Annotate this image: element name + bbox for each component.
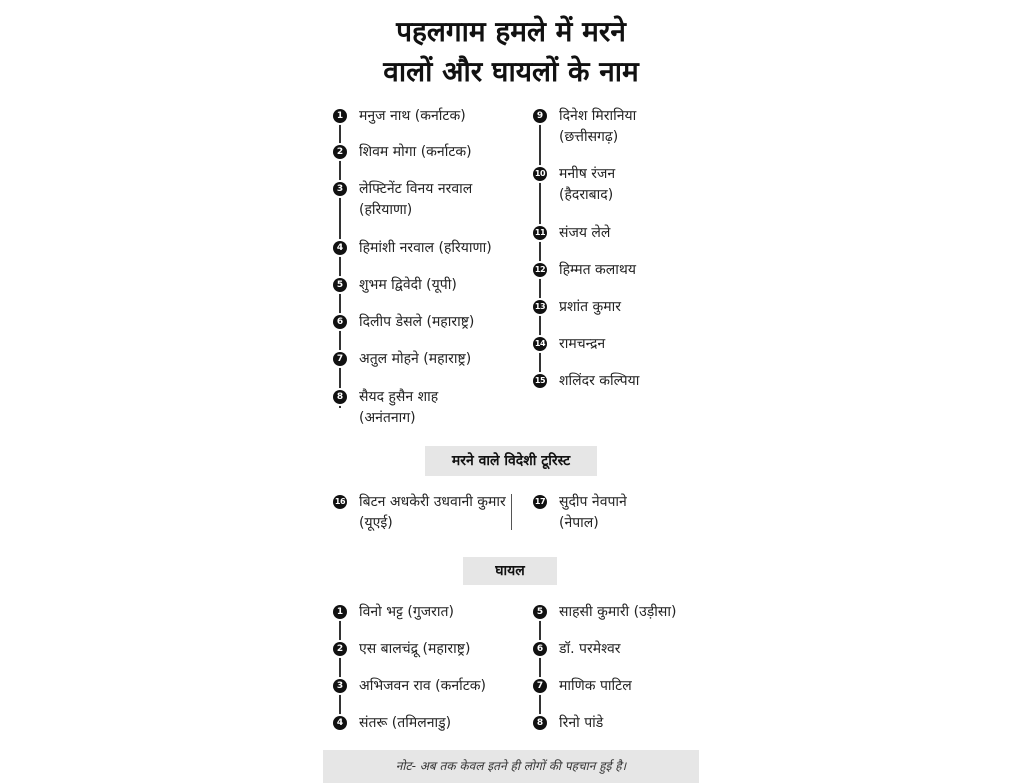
number-badge: 1 — [333, 109, 347, 123]
number-badge: 3 — [333, 182, 347, 196]
number-badge: 10 — [533, 167, 547, 181]
person-name: सुदीप नेवपाने (नेपाल) — [559, 494, 627, 531]
person-name: लेफ्टिनेंट विनय नरवाल (हरियाणा) — [359, 181, 473, 218]
infographic — [323, 8, 699, 783]
person-name: मनुज नाथ (कर्नाटक) — [359, 108, 466, 124]
number-badge: 7 — [333, 352, 347, 366]
person-name: दिलीप डेसले (महाराष्ट्र) — [359, 314, 475, 330]
list-item — [333, 142, 523, 163]
timeline-rail — [339, 614, 341, 726]
person-name: डॉ. परमेश्वर — [559, 641, 621, 657]
list-item — [533, 297, 683, 318]
list-item — [333, 349, 523, 370]
number-badge: 11 — [533, 226, 547, 240]
injured-heading: घायल — [463, 557, 557, 585]
number-badge: 7 — [533, 679, 547, 693]
person-name: शिवम मोगा (कर्नाटक) — [359, 144, 472, 160]
person-name: संतरू (तमिलनाडु) — [359, 715, 452, 731]
list-item — [533, 713, 699, 734]
list-item — [533, 371, 693, 392]
number-badge: 2 — [333, 642, 347, 656]
injured-list-left — [333, 600, 533, 740]
person-name: संजय लेले — [559, 225, 611, 241]
person-name: साहसी कुमारी (उड़ीसा) — [559, 604, 677, 620]
number-badge: 15 — [533, 374, 547, 388]
person-name: एस बालचंद्रू (महाराष्ट्र) — [359, 641, 471, 657]
foreign-tourists-heading: मरने वाले विदेशी टूरिस्ट — [425, 446, 597, 476]
deceased-list-right — [533, 104, 699, 404]
person-name: अभिजवन राव (कर्नाटक) — [359, 678, 487, 694]
list-item — [533, 260, 683, 281]
number-badge: 1 — [333, 605, 347, 619]
footnote: नोट- अब तक केवल इतने ही लोगों की पहचान हुई है। — [323, 750, 699, 783]
number-badge: 14 — [533, 337, 547, 351]
number-badge: 2 — [333, 145, 347, 159]
list-item — [533, 106, 683, 148]
injured-list-right — [533, 600, 699, 740]
list-item — [333, 713, 528, 734]
column-divider — [511, 494, 512, 530]
person-name: माणिक पाटिल — [559, 678, 632, 694]
list-item — [333, 639, 528, 660]
person-name: शुभम द्विवेदी (यूपी) — [359, 277, 457, 293]
list-item — [333, 492, 511, 534]
list-item — [333, 238, 523, 259]
deceased-list-left — [333, 104, 533, 444]
person-name: हिमांशी नरवाल (हरियाणा) — [359, 240, 492, 256]
list-item — [333, 387, 463, 429]
person-name: विनो भट्ट (गुजरात) — [359, 604, 454, 620]
title-line-1: पहलगाम हमले में मरने — [396, 15, 626, 48]
number-badge: 5 — [533, 605, 547, 619]
number-badge: 4 — [333, 716, 347, 730]
number-badge: 4 — [333, 241, 347, 255]
person-name: रिनो पांडे — [559, 715, 604, 731]
number-badge: 5 — [333, 278, 347, 292]
list-item — [333, 602, 528, 623]
list-item — [533, 639, 699, 660]
number-badge: 9 — [533, 109, 547, 123]
number-badge: 8 — [533, 716, 547, 730]
list-item — [533, 223, 683, 244]
timeline-rail — [539, 614, 541, 726]
list-item — [533, 676, 699, 697]
list-item — [333, 106, 523, 127]
list-item — [533, 334, 683, 355]
person-name: प्रशांत कुमार — [559, 299, 622, 315]
list-item — [533, 492, 643, 534]
page-title — [323, 8, 699, 92]
person-name: दिनेश मिरानिया (छत्तीसगढ़) — [559, 108, 637, 145]
person-name: रामचन्द्रन — [559, 336, 606, 352]
list-item — [333, 312, 523, 333]
list-item — [533, 602, 699, 623]
person-name: सैयद हुसैन शाह (अनंतनाग) — [359, 389, 439, 426]
number-badge: 16 — [333, 495, 347, 509]
person-name: अतुल मोहने (महाराष्ट्र) — [359, 351, 472, 367]
person-name: हिम्मत कलाथय — [559, 262, 636, 278]
number-badge: 17 — [533, 495, 547, 509]
person-name: बिटन अधकेरी उधवानी कुमार (यूएई) — [359, 494, 506, 531]
number-badge: 8 — [333, 390, 347, 404]
list-item — [533, 164, 653, 206]
list-item — [333, 179, 493, 221]
number-badge: 6 — [333, 315, 347, 329]
list-item — [333, 676, 528, 697]
person-name: मनीष रंजन (हैदराबाद) — [559, 166, 616, 203]
person-name: शलिंदर कल्पिया — [559, 373, 640, 389]
title-line-2: वालों और घायलों के नाम — [383, 55, 639, 88]
list-item — [333, 275, 523, 296]
number-badge: 6 — [533, 642, 547, 656]
number-badge: 12 — [533, 263, 547, 277]
number-badge: 3 — [333, 679, 347, 693]
number-badge: 13 — [533, 300, 547, 314]
